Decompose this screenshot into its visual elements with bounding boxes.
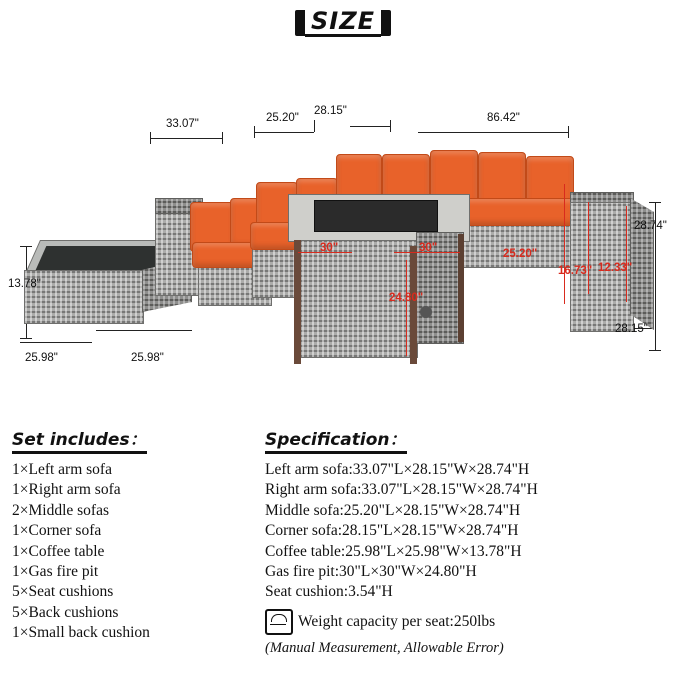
- list-item: 1×Small back cushion: [12, 624, 150, 642]
- coffee-table-front-face: [24, 270, 144, 324]
- list-item: Gas fire pit:30"L×30"W×24.80"H: [265, 563, 477, 581]
- list-item: Right arm sofa:33.07"L×28.15"W×28.74"H: [265, 481, 538, 499]
- dimension-coffee-table-height: 13.78": [8, 278, 41, 290]
- dimension-corner-sofa-length: 28.15": [314, 105, 347, 117]
- banner-bar-left: [295, 10, 305, 36]
- fire-pit-burner: [314, 200, 438, 232]
- dimension-left-arm-sofa-length: 33.07": [166, 118, 199, 130]
- leader-tick: [254, 126, 255, 138]
- leader-line: [350, 126, 390, 127]
- leader-tick: [649, 350, 661, 351]
- weight-capacity-text: Weight capacity per seat:250lbs: [298, 612, 496, 630]
- right-arm-sofa-side: [630, 198, 654, 330]
- red-dim-line: [406, 260, 407, 356]
- list-item: Coffee table:25.98"L×25.98"W×13.78"H: [265, 542, 522, 560]
- specification-list: [265, 460, 670, 603]
- dimension-coffee-table-width: 25.98": [25, 352, 58, 364]
- set-includes-list: [12, 460, 252, 644]
- leader-tick: [150, 132, 151, 144]
- list-item: Middle sofa:25.20"L×28.15"W×28.74"H: [265, 501, 521, 519]
- dimension-right-section-length: 86.42": [487, 112, 520, 124]
- specification-heading: Specification：: [265, 425, 407, 454]
- dimension-seat-depth-callout: 16.73": [558, 265, 593, 277]
- list-item: 1×Corner sofa: [12, 522, 102, 540]
- specification-block: [265, 425, 670, 657]
- leader-line: [20, 342, 92, 343]
- set-includes-heading: Set includes：: [12, 425, 147, 454]
- dimension-fire-pit-width-left: 30": [320, 242, 339, 254]
- dimension-middle-sofa-length: 25.20": [266, 112, 299, 124]
- fire-pit-control-knob[interactable]: [420, 306, 432, 318]
- list-item: 1×Right arm sofa: [12, 481, 121, 499]
- scale-icon: [265, 609, 293, 635]
- dimension-right-arm-sofa-width: 28.15": [615, 323, 648, 335]
- list-item: Corner sofa:28.15"L×28.15"W×28.74"H: [265, 522, 519, 540]
- dimension-seat-back-callout: 12.33": [598, 262, 633, 274]
- list-item: 2×Middle sofas: [12, 501, 109, 519]
- red-callout-line: [588, 202, 589, 294]
- list-item: Left arm sofa:33.07"L×28.15"W×28.74"H: [265, 461, 530, 478]
- dimension-fire-pit-height: 24.80": [389, 292, 424, 304]
- measurement-note: (Manual Measurement, Allowable Error): [265, 639, 504, 656]
- leader-tick: [20, 338, 32, 339]
- banner-title: SIZE: [305, 8, 381, 37]
- fire-pit-leg-front-right: [410, 246, 417, 364]
- fire-pit-leg-back-right: [458, 234, 464, 342]
- leader-line: [150, 138, 222, 139]
- furniture-size-diagram: [0, 60, 679, 410]
- gas-fire-pit: [288, 194, 478, 374]
- list-item: 5×Seat cushions: [12, 583, 114, 601]
- leader-tick: [314, 120, 315, 132]
- dimension-right-arm-sofa-height: 28.74": [634, 220, 667, 232]
- dimension-seat-width-callout: 25.20": [503, 248, 538, 260]
- red-callout-line: [564, 184, 565, 304]
- list-item: 1×Left arm sofa: [12, 461, 112, 478]
- set-includes-block: [12, 425, 252, 644]
- fire-pit-leg-front-left: [294, 240, 301, 364]
- list-item: Seat cushion:3.54"H: [265, 583, 393, 601]
- list-item: 1×Gas fire pit: [12, 563, 99, 581]
- dimension-fire-pit-width-right: 30": [419, 242, 438, 254]
- size-banner: [295, 8, 391, 37]
- weight-capacity-row: [265, 609, 670, 635]
- leader-tick: [222, 132, 223, 144]
- list-item: 5×Back cushions: [12, 603, 119, 621]
- leader-line: [254, 132, 314, 133]
- banner-bar-right: [381, 10, 391, 36]
- list-item: 1×Coffee table: [12, 542, 105, 560]
- red-callout-line: [626, 206, 627, 302]
- dimension-coffee-table-length: 25.98": [131, 352, 164, 364]
- right-arm-sofa: [570, 178, 660, 338]
